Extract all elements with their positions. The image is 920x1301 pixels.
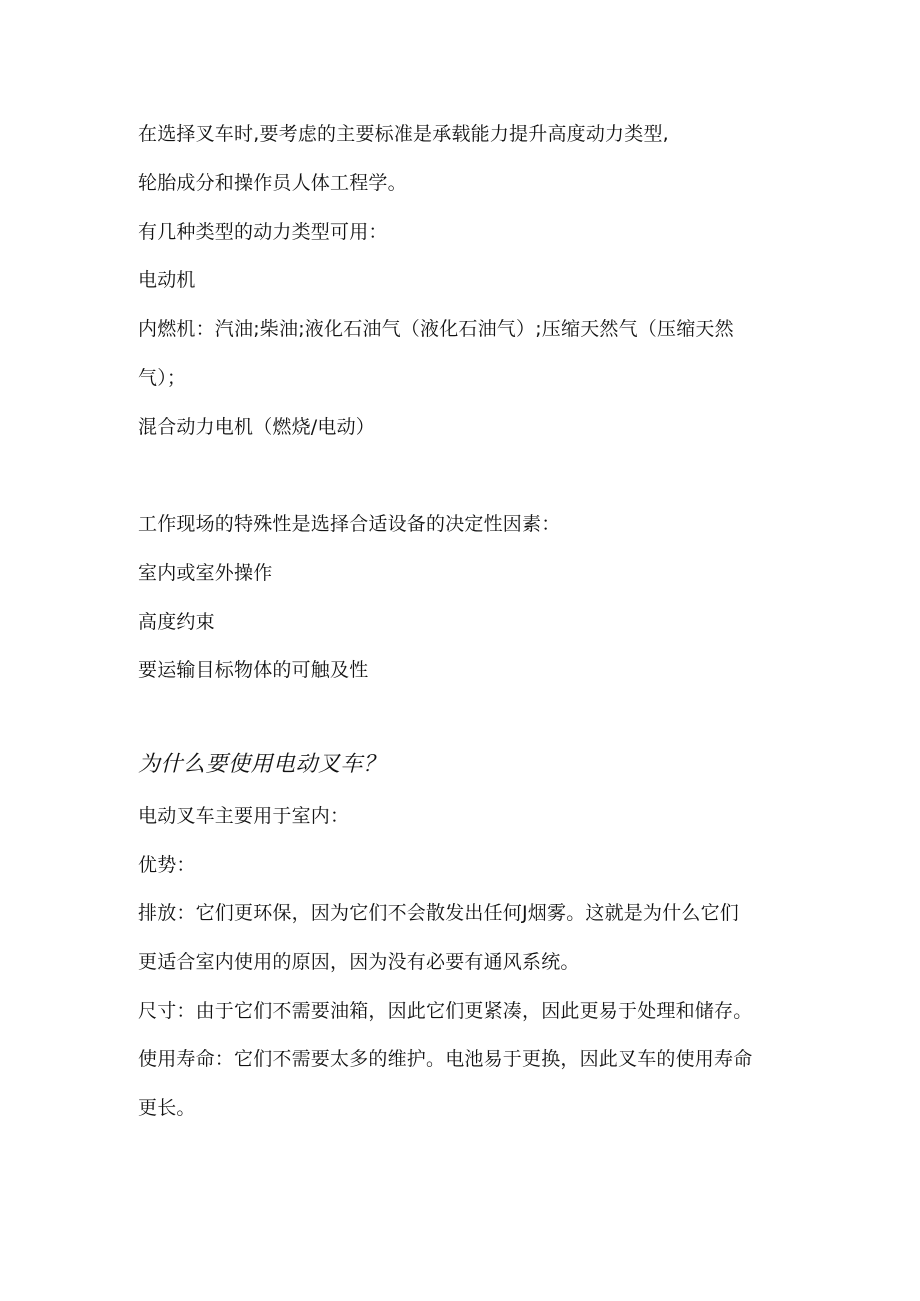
intro-line-1: 在选择叉车时,要考虑的主要标准是承载能力提升高度动力类型, [138, 123, 669, 145]
power-type-hybrid: 混合动力电机（燃烧/电动） [138, 416, 376, 438]
power-type-ice-line-2: 气）； [138, 367, 187, 389]
emission-line-1: 排放：它们更环保，因为它们不会散发出任何J烟雾。这就是为什么它们 [138, 902, 740, 924]
intro-line-2: 轮胎成分和操作员人体工程学。 [138, 172, 407, 194]
lifespan-line-2: 更长。 [138, 1097, 196, 1119]
advantages-label: 优势： [138, 854, 196, 876]
electric-lead: 电动叉车主要用于室内： [138, 805, 350, 827]
emission-line-2: 更适合室内使用的原因，因为没有必要有通风系统。 [138, 951, 580, 973]
lifespan-line-1: 使用寿命：它们不需要太多的维护。电池易于更换，因此叉车的使用寿命 [138, 1048, 753, 1070]
power-type-electric: 电动机 [138, 269, 196, 291]
site-factor-item: 高度约束 [138, 611, 215, 633]
site-factor-item: 要运输目标物体的可触及性 [138, 659, 369, 681]
site-factors-lead: 工作现场的特殊性是选择合适设备的决定性因素： [138, 513, 561, 535]
power-type-ice-line-1: 内燃机：汽油;柴油;液化石油气（液化石油气）;压缩天然气（压缩天然 [138, 318, 734, 340]
power-types-lead: 有几种类型的动力类型可用： [138, 221, 388, 243]
size-line: 尺寸：由于它们不需要油箱，因此它们更紧凑，因此更易于处理和储存。 [138, 1000, 753, 1022]
site-factor-item: 室内或室外操作 [138, 562, 273, 584]
section-heading: 为什么要使用电动叉车？ [138, 752, 386, 777]
